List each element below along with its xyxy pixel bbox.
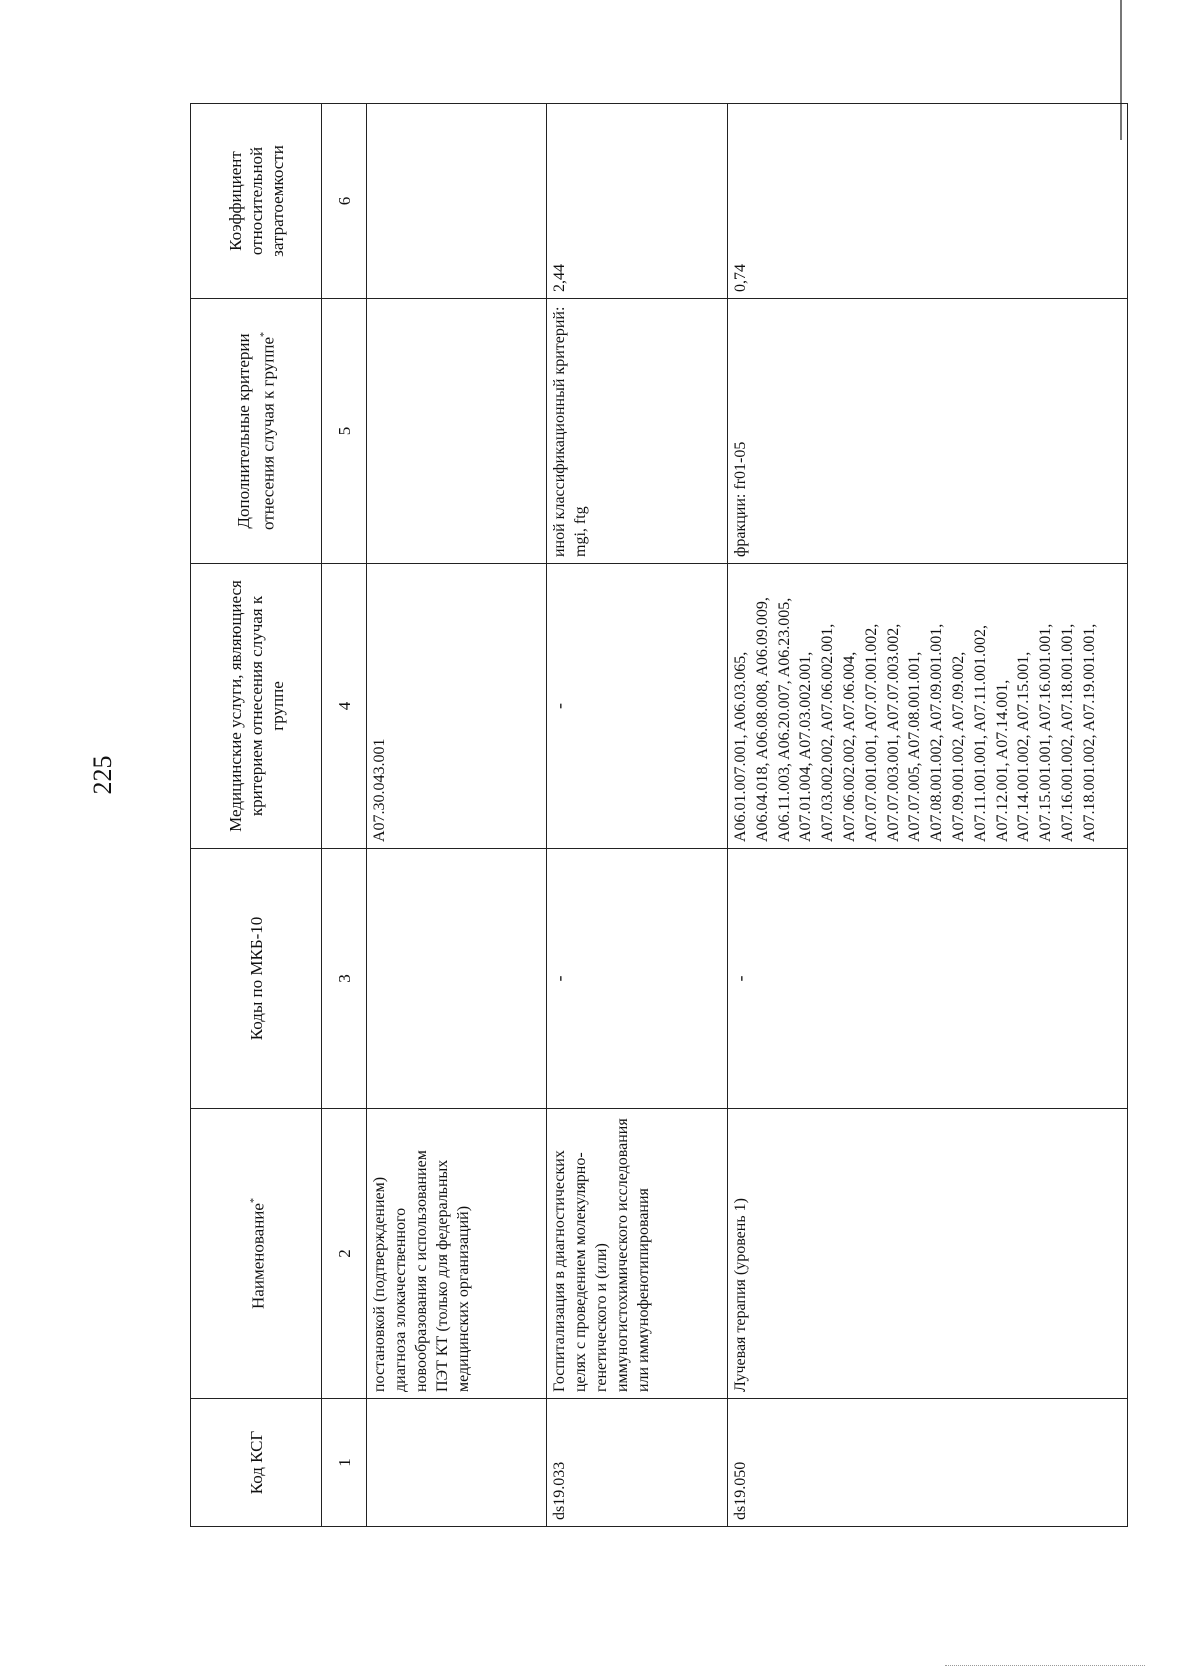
cell-name: постановкой (подтверждением) диагноза злокачественного новообразования с использованием ПЭТ КТ (только для федеральных медицинских организаций) <box>367 1109 547 1399</box>
cell-name: Лучевая терапия (уровень 1) <box>728 1109 1128 1399</box>
scan-artifact-line <box>945 1665 1145 1666</box>
header-additional: Дополнительные критерии отнесения случая к группе* <box>191 299 322 564</box>
cell-services: A06.01.007.001, A06.03.065, A06.04.018, A06.08.008, A06.09.009, A06.11.003, A06.20.007, A06.23.005, A07.01.004, A07.03.002.001, A07.03.002.002, A07.06.002.001, A07.06.002.002, A07.06.004, A07.07.001.001, A07.07.001.002, A07.07.003.001, A07.07.003.002, A07.07.005, A07.08.001.001, A07.08.001.002, A07.09.001.001, A07.09.001.002, A07.09.002, A07.11.001.001, A07.11.001.002, A07.12.001, A07.14.001, A07.14.001.002, A07.15.001, A07.15.001.001, A07.16.001.001, A07.16.001.002, A07.18.001.001, A07.18.001.002, A07.19.001.001, <box>728 564 1128 849</box>
dash-placeholder: - <box>549 975 569 982</box>
cell-coefficient <box>367 104 547 299</box>
header-name: Наименование* <box>191 1109 322 1399</box>
cell-code: ds19.033 <box>547 1399 728 1527</box>
ksg-table <box>190 103 1128 1527</box>
dash-placeholder: - <box>730 975 750 982</box>
column-number: 5 <box>322 299 367 564</box>
header-icd: Коды по МКБ-10 <box>191 849 322 1109</box>
column-number: 1 <box>322 1399 367 1527</box>
dash-placeholder: - <box>549 703 569 709</box>
cell-services: A07.30.043.001 <box>367 564 547 849</box>
page-number: 225 <box>88 755 117 795</box>
rotated-table-container <box>190 104 1102 1527</box>
column-number: 4 <box>322 564 367 849</box>
cell-services <box>547 564 728 849</box>
header-coefficient: Коэффициент относительной затратоемкости <box>191 104 322 299</box>
cell-additional <box>367 299 547 564</box>
cell-icd <box>547 849 728 1109</box>
header-services: Медицинские услуги, являющиеся критерием отнесения случая к группе <box>191 564 322 849</box>
cell-code <box>367 1399 547 1527</box>
table-row <box>728 104 1128 1527</box>
column-number: 2 <box>322 1109 367 1399</box>
header-code: Код КСГ <box>191 1399 322 1527</box>
table-row <box>547 104 728 1527</box>
table-header-row <box>191 104 322 1527</box>
cell-coefficient: 0,74 <box>728 104 1128 299</box>
column-number-row <box>322 104 367 1527</box>
cell-icd <box>728 849 1128 1109</box>
cell-icd <box>367 849 547 1109</box>
cell-name: Госпитализация в диагностических целях с проведением молекулярно-генетического и (или) иммуногистохимического исследования или иммунофенотипирования <box>547 1109 728 1399</box>
cell-additional: иной классификационный критерий: mgi, ftg <box>547 299 728 564</box>
cell-additional: фракции: fr01-05 <box>728 299 1128 564</box>
table-row <box>367 104 547 1527</box>
cell-code: ds19.050 <box>728 1399 1128 1527</box>
column-number: 6 <box>322 104 367 299</box>
cell-coefficient: 2,44 <box>547 104 728 299</box>
column-number: 3 <box>322 849 367 1109</box>
